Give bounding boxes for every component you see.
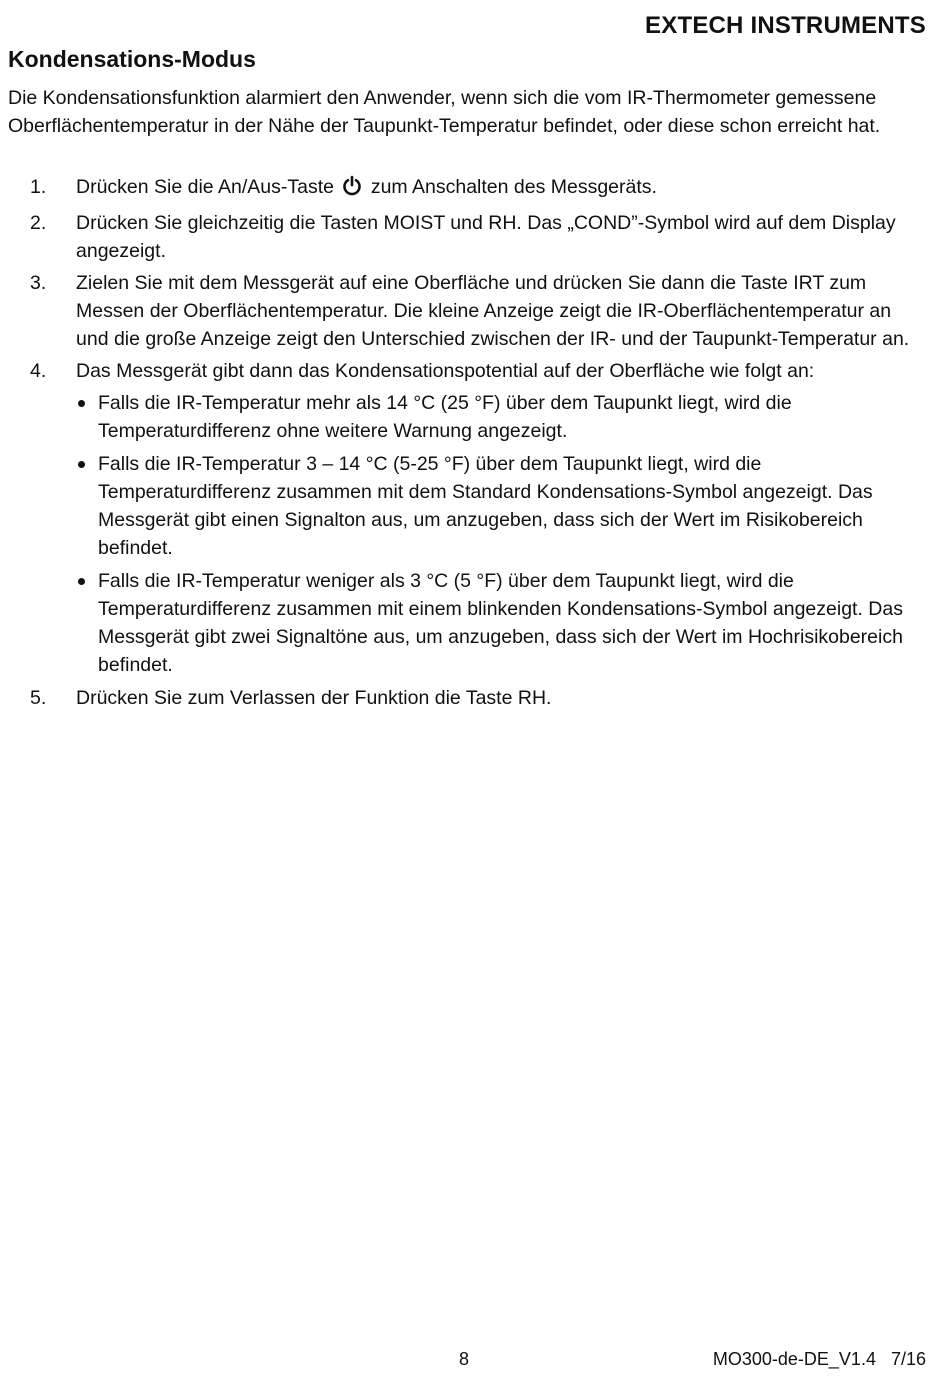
brand-header: EXTECH INSTRUMENTS: [645, 12, 926, 39]
step-1: [0, 173, 925, 205]
bullet-dot-icon: [78, 461, 85, 468]
bullet-item: [0, 567, 928, 679]
step-text: Drücken Sie gleichzeitig die Tasten MOIST und RH. Das „COND”-Symbol wird auf dem Display angezeigt.: [76, 212, 896, 262]
bullet-dot-icon: [78, 400, 85, 407]
step-text-before: Drücken Sie die An/Aus-Taste: [76, 176, 334, 198]
document-id: MO300-de-DE_V1.4 7/16: [712, 1349, 926, 1369]
step-number: 2.: [30, 212, 47, 234]
page-number: 8: [459, 1349, 470, 1369]
step-text: Drücken Sie zum Verlassen der Funktion die Taste RH.: [76, 687, 552, 709]
bullet-text: Falls die IR-Temperatur weniger als 3 °C (5 °F) über dem Taupunkt liegt, wird die Temperaturdifferenz zusammen mit einem blinkenden Kondensations-Symbol angezeigt. Das Messgerät gibt zwei Signaltöne aus, um anzugeben, dass sich der Wert im Hochrisikobereich befindet.: [98, 570, 903, 676]
step-5: [0, 684, 925, 712]
step-text: Zielen Sie mit dem Messgerät auf eine Oberfläche und drücken Sie dann die Taste IRT zum Messen der Oberflächentemperatur. Die kleine Anzeige zeigt die IR-Oberflächentemperatur an und die große Anzeige zeigt den Unterschied zwischen der IR- und der Taupunkt-Temperatur an.: [76, 272, 910, 350]
bullet-item: [0, 389, 928, 445]
step-number: 5.: [30, 687, 47, 709]
step-number: 3.: [30, 272, 47, 294]
step-number: 1.: [30, 176, 47, 198]
section-title: Kondensations-Modus: [8, 46, 256, 72]
power-icon: [341, 175, 363, 205]
step-4: [0, 357, 925, 385]
bullet-text: Falls die IR-Temperatur 3 – 14 °C (5-25 °F) über dem Taupunkt liegt, wird die Temperaturdifferenz zusammen mit dem Standard Kondensations-Symbol angezeigt. Das Messgerät gibt einen Signalton aus, um anzugeben, dass sich der Wert im Risikobereich befindet.: [98, 453, 873, 559]
steps-list: [0, 173, 950, 716]
intro-paragraph: Die Kondensationsfunktion alarmiert den Anwender, wenn sich die vom IR-Thermometer gemessene Oberflächentemperatur in der Nähe der Taupunkt-Temperatur befindet, oder diese schon erreicht hat.: [8, 87, 881, 137]
bullet-text: Falls die IR-Temperatur mehr als 14 °C (25 °F) über dem Taupunkt liegt, wird die Temperaturdifferenz ohne weitere Warnung angezeigt.: [98, 392, 792, 442]
step-text-after: zum Anschalten des Messgeräts.: [370, 176, 657, 198]
bullet-dot-icon: [78, 578, 85, 585]
bullet-item: [0, 450, 928, 562]
step-text: Das Messgerät gibt dann das Kondensationspotential auf der Oberfläche wie folgt an:: [76, 360, 815, 382]
step-2: [0, 209, 925, 265]
bullet-list: [0, 389, 950, 679]
step-3: [0, 269, 925, 353]
step-number: 4.: [30, 360, 47, 382]
